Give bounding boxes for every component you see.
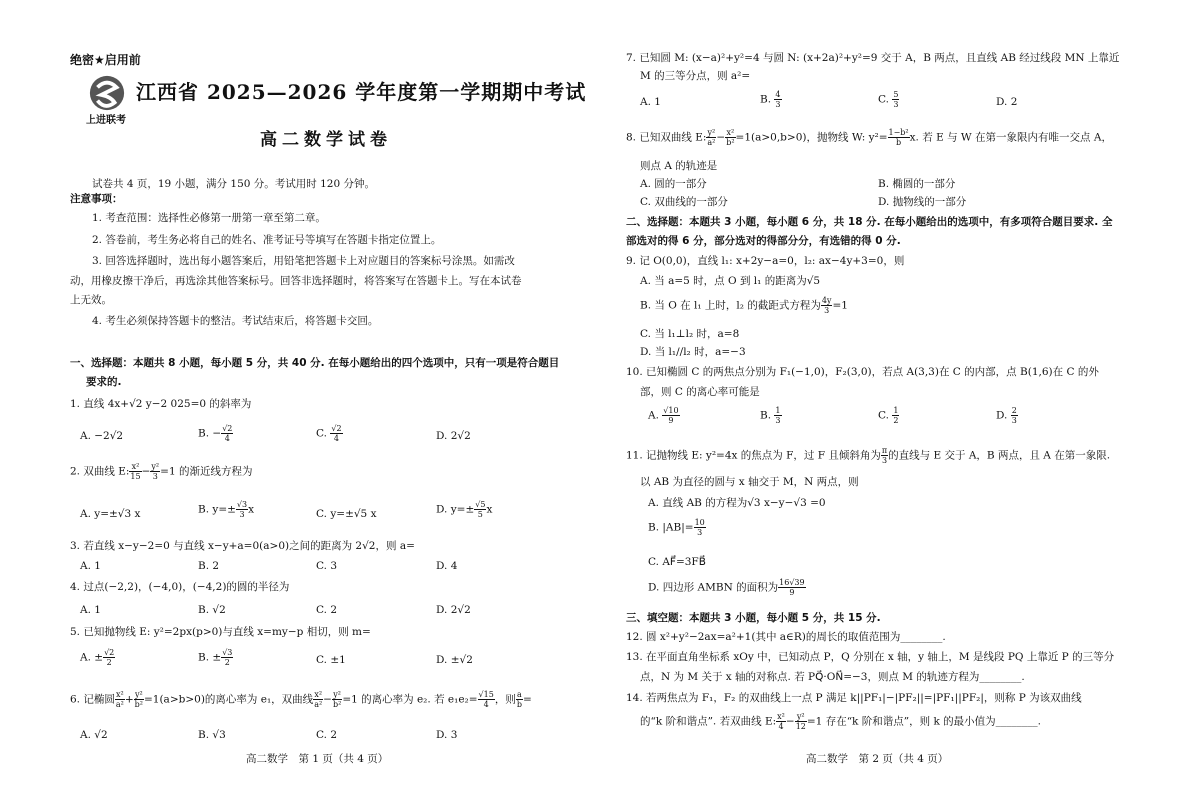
exam-title: 江西省 2025—2026 学年度第一学期期中考试 [136, 80, 587, 104]
note-3-cont: 动，用橡皮擦干净后，再选涂其他答案标号。回答非选择题时，将答案写在答题卡上。写在本试卷 [70, 275, 522, 287]
q3-option-a: A. 1 [80, 560, 101, 572]
q9-option-c: C. 当 l₁⊥l₂ 时，a=8 [640, 328, 740, 340]
q2-option-d: D. y=± $\frac{√5}{5}$ x [436, 500, 493, 519]
q13-stem: 13. 在平面直角坐标系 xOy 中，已知动点 P，Q 分别在 x 轴，y 轴上，M 是线段 PQ 上靠近 P 的三等分 [626, 651, 1115, 663]
q4-option-d: D. 2√2 [436, 604, 471, 616]
q7-option-a: A. 1 [640, 96, 661, 108]
q2-option-b: B. y=± $\frac{√3}{3}$ x [198, 500, 255, 519]
q13-stem-cont: 点，N 为 M 关于 x 轴的对称点. 若 PQ⃗·ON⃗=−3，则点 M 的轨迹方程为________. [640, 671, 1025, 683]
section1-heading: 一、选择题：本题共 8 小题，每小题 5 分，共 40 分. 在每小题给出的四个选项中，只有一项是符合题目 [70, 357, 560, 369]
q8-option-a: A. 圆的一部分 [640, 178, 707, 190]
note-4: 4. 考生必须保持答题卡的整洁。考试结束后，将答题卡交回。 [92, 315, 379, 327]
q4-option-c: C. 2 [316, 604, 338, 616]
logo-text: 上进联考 [86, 115, 126, 126]
q8-stem: 8. 已知双曲线 E: $\frac{\text{y²}}{\text{a²}}$ − $\frac{\text{x²}}{\text{b²}}$ =1(a>0,b>0)，抛物线 W: y²= $\frac{\text{1−b²}}{b}$ x. 若 E 与 W 在第一象限内有唯一交点 A， [626, 128, 1112, 147]
q6-option-a: A. √2 [80, 729, 108, 741]
q7-stem: 7. 已知圆 M: (x−a)²+y²=4 与圆 N: (x+2a)²+y²=9 交于 A，B 两点，且直线 AB 经过线段 MN 上靠近 [626, 52, 1120, 64]
subject-title: 高二数学试卷 [260, 130, 392, 150]
q5-option-b: B. ± $\frac{√3}{2}$ [198, 648, 233, 667]
q4-option-a: A. 1 [80, 604, 101, 616]
q5-option-d: D. ±√2 [436, 654, 473, 666]
q4-stem: 4. 过点(−2,2)，(−4,0)，(−4,2)的圆的半径为 [70, 581, 290, 593]
q5-option-a: A. ± $\frac{√2}{2}$ [80, 648, 115, 667]
q11-option-c: C. AF⃗=3FB⃗ [648, 556, 706, 568]
q1-option-a: A. −2√2 [80, 430, 124, 442]
q6-option-d: D. 3 [436, 729, 458, 741]
q9-option-a: A. 当 a=5 时，点 O 到 l₁ 的距离为√5 [640, 275, 821, 287]
q2-stem: 2. 双曲线 E: $\frac{\text{x²}}{15}$ − $\frac{\text{y²}}{3}$ =1 的渐近线方程为 [70, 462, 253, 481]
q9-stem: 9. 记 O(0,0)，直线 l₁: x+2y−a=0，l₂: ax−4y+3=0，则 [626, 255, 905, 267]
q7-option-c: C. $\frac{5}{3}$ [878, 90, 899, 109]
exam-intro: 试卷共 4 页，19 小题，满分 150 分。考试用时 120 分钟。 [92, 178, 375, 190]
q1-option-b: B. − $\frac{√2}{4}$ [198, 424, 233, 443]
note-1: 1. 考查范围：选择性必修第一册第一章至第二章。 [92, 212, 326, 224]
q1-stem: 1. 直线 4x+√2 y−2 025=0 的斜率为 [70, 398, 252, 410]
notes-heading: 注意事项： [70, 193, 123, 205]
q8-option-b: B. 椭圆的一部分 [878, 178, 956, 190]
q11-option-a: A. 直线 AB 的方程为√3 x−y−√3 =0 [648, 497, 826, 509]
q2-option-c: C. y=±√5 x [316, 508, 377, 520]
confidential-label: 绝密★启用前 [70, 53, 141, 67]
q10-option-c: C. $\frac{1}{2}$ [878, 406, 899, 425]
note-3-end: 上无效。 [70, 294, 112, 306]
q7-option-d: D. 2 [996, 96, 1018, 108]
q11-stem: 11. 记抛物线 E: y²=4x 的焦点为 F，过 F 且倾斜角为 $\frac{\pi}{3}$ 的直线与 E 交于 A，B 两点，且 A 在第一象限. [626, 446, 1111, 465]
q14-stem-cont: 的“k 阶和谐点”. 若双曲线 E: $\frac{\text{x²}}{4}$ − $\frac{\text{y²}}{12}$ =1 存在“k 阶和谐点”，则 k 的最小值为________. [640, 712, 1042, 731]
q5-option-c: C. ±1 [316, 654, 346, 666]
note-2: 2. 答卷前，考生务必将自己的姓名、准考证号等填写在答题卡指定位置上。 [92, 234, 442, 246]
q4-option-b: B. √2 [198, 604, 226, 616]
q2-option-a: A. y=±√3 x [80, 508, 141, 520]
q1-option-d: D. 2√2 [436, 430, 471, 442]
q10-option-a: A. $\frac{√10}{9}$ [648, 406, 679, 425]
note-3: 3. 回答选择题时，选出每小题答案后，用铅笔把答题卡上对应题目的答案标号涂黑。如需改 [92, 255, 515, 267]
q5-stem: 5. 已知抛物线 E: y²=2px(p>0)与直线 x=my−p 相切，则 m= [70, 626, 371, 638]
q3-option-d: D. 4 [436, 560, 458, 572]
section3-heading: 三、填空题：本题共 3 小题，每小题 5 分，共 15 分. [626, 612, 881, 624]
q1-option-c: C. $\frac{√2}{4}$ [316, 424, 342, 443]
q10-option-b: B. $\frac{1}{3}$ [760, 406, 781, 425]
logo [88, 74, 126, 126]
q11-option-d: D. 四边形 AMBN 的面积为 $\frac{16√39}{9}$ [648, 578, 805, 597]
q9-option-b: B. 当 O 在 l₁ 上时，l₂ 的截距式方程为 $\frac{4y}{3}$ =1 [640, 296, 848, 315]
q6-stem: 6. 记椭圆 $\frac{\text{x²}}{\text{a²}}$ + $\frac{\text{y²}}{\text{b²}}$ =1(a>b>0)的离心率为 e₁，双曲线 $\frac{\text{x²}}{\text{a²}}$ − $\frac{\text{y²}}{\text{b²}}$ =1 的离心率为 e₂. 若 e₁e₂= $\frac{√15}{4}$ ，则 $\frac{a}{b}$ = [70, 690, 532, 709]
q12-stem: 12. 圆 x²+y²−2ax=a²+1(其中 a∈R)的周长的取值范围为________. [626, 631, 946, 643]
q3-option-c: C. 3 [316, 560, 338, 572]
q6-option-c: C. 2 [316, 729, 338, 741]
q14-stem: 14. 若两焦点为 F₁，F₂ 的双曲线上一点 P 满足 k||PF₁|−|PF₂||=|PF₁||PF₂|，则称 P 为该双曲线 [626, 692, 1082, 704]
q11-option-b: B. |AB|= $\frac{10}{3}$ [648, 518, 705, 537]
q6-option-b: B. √3 [198, 729, 226, 741]
q7-stem-cont: M 的三等分点，则 a²= [640, 70, 751, 82]
right-page-footer: 高二数学 第 2 页（共 4 页） [806, 753, 949, 765]
q10-option-d: D. $\frac{2}{3}$ [996, 406, 1017, 425]
q11-stem-cont: 以 AB 为直径的圆与 x 轴交于 M，N 两点，则 [640, 476, 859, 488]
q8-option-c: C. 双曲线的一部分 [640, 196, 728, 208]
q8-option-d: D. 抛物线的一部分 [878, 196, 967, 208]
left-page-footer: 高二数学 第 1 页（共 4 页） [246, 753, 389, 765]
q3-option-b: B. 2 [198, 560, 220, 572]
logo-icon [88, 74, 126, 112]
section2-heading-cont: 部选对的得 6 分，部分选对的得部分分，有选错的得 0 分. [626, 235, 901, 247]
q9-option-d: D. 当 l₁//l₂ 时，a=−3 [640, 346, 746, 358]
q10-stem: 10. 已知椭圆 C 的两焦点分别为 F₁(−1,0)，F₂(3,0)，若点 A(3,3)在 C 的内部，点 B(1,6)在 C 的外 [626, 366, 1099, 378]
q7-option-b: B. $\frac{4}{3}$ [760, 90, 781, 109]
section1-heading-cont: 要求的. [86, 376, 122, 388]
q3-stem: 3. 若直线 x−y−2=0 与直线 x−y+a=0(a>0)之间的距离为 2√2，则 a= [70, 540, 415, 552]
q10-stem-cont: 部，则 C 的离心率可能是 [640, 386, 760, 398]
section2-heading: 二、选择题：本题共 3 小题，每小题 6 分，共 18 分. 在每小题给出的选项中，有多项符合题目要求. 全 [626, 216, 1113, 228]
q8-stem-cont: 则点 A 的轨迹是 [640, 160, 718, 172]
